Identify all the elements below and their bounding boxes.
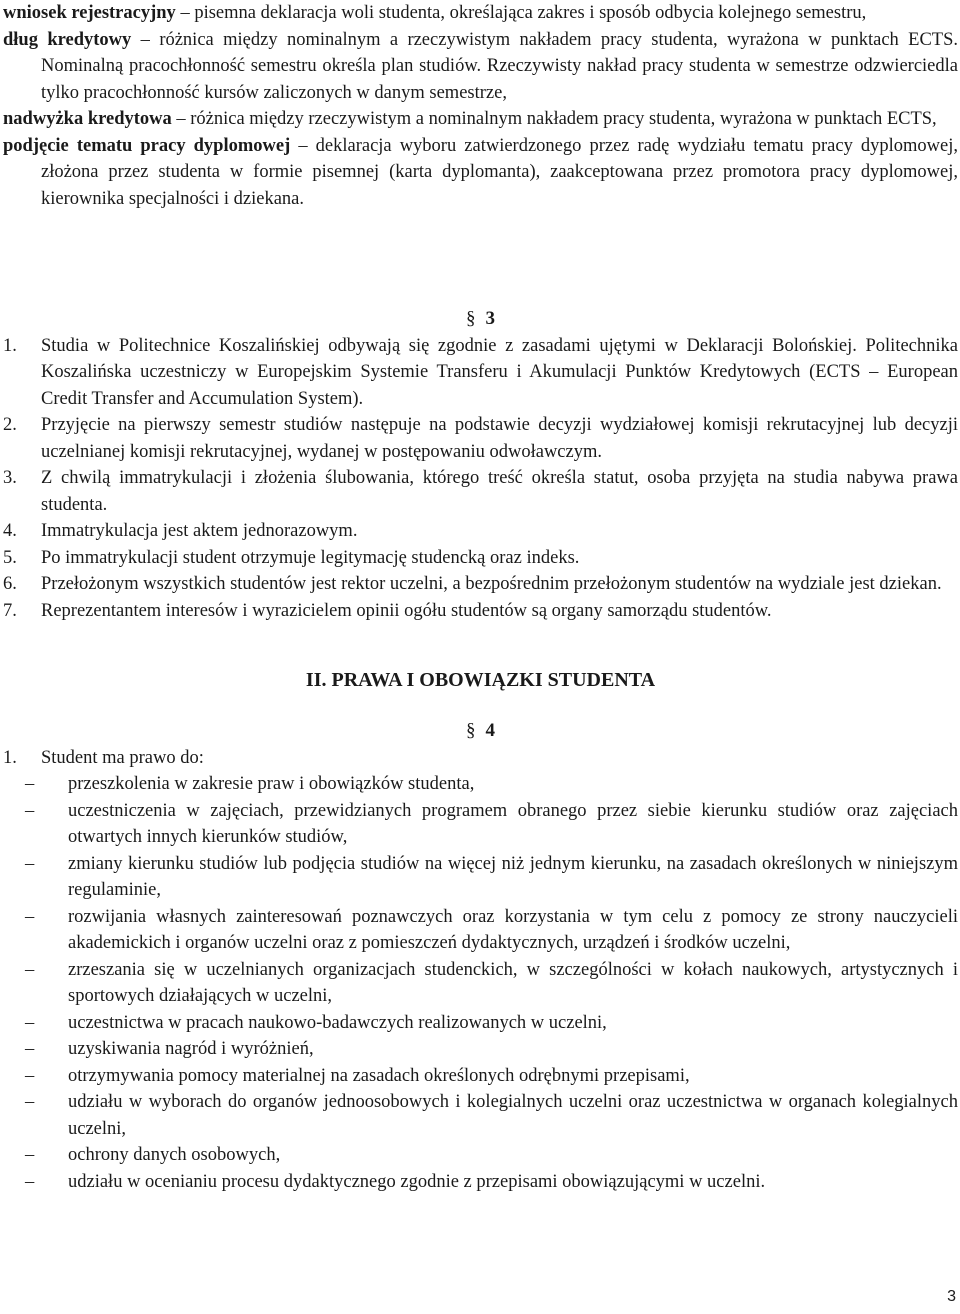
rights-text: otrzymywania pomocy materialnej na zasadach określonych odrębnymi przepisami, [68,1065,690,1086]
definition-item: dług kredytowy – różnica między nominalnym a rzeczywistym nakładem pracy studenta, wyrażona w punktach ECTS. Nominalną pracochłonność semestru określa plan studiów. Rzeczywisty nakład pracy studenta w semestrze odzwierciedla tylko pracochłonność kursów zaliczonych w danym semestrze, [3,29,959,103]
rights-text: uczestnictwa w pracach naukowo-badawczych realizowanych w uczelni, [68,1012,607,1033]
section-symbol: § [466,720,476,741]
dash-bullet: – [25,959,35,980]
definition-term: wniosek rejestracyjny [3,3,176,23]
definition-term: podjęcie tematu pracy dyplomowej [3,135,291,156]
rights-item [3,904,958,957]
item-number: 2. [3,415,17,435]
dash-bullet: – [25,800,35,821]
rights-text: udziału w ocenianiu procesu dydaktycznego zgodnie z przepisami obowiązującymi w uczelni. [68,1171,766,1192]
section-4-heading [3,718,958,745]
item-text: Z chwilą immatrykulacji i złożenia ślubowania, którego treść określa statut, osoba przyjęta na studia nabywa prawa studenta. [41,468,958,515]
rights-item [3,1169,958,1196]
list-item [3,465,958,518]
item-text: Studia w Politechnice Koszalińskiej odbywają się zgodnie z zasadami ujętymi w Deklaracji Bolońskiej. Politechnika Koszalińska uczestniczy w Europejskim Systemie Transferu i Akumulacji Punktów Kredytowych (ECTS – European Credit Transfer and Accumulation System). [41,335,958,409]
rights-list [3,771,958,1195]
rights-item [3,957,958,1010]
section-number: 4 [485,720,495,741]
rights-item [3,1142,958,1169]
rights-item [3,1089,958,1142]
page-number: 3 [947,1287,956,1305]
rights-text: przeszkolenia w zakresie praw i obowiązków studenta, [68,774,475,794]
item-number: 1. [3,335,17,356]
definition-item: podjęcie tematu pracy dyplomowej – deklaracja wyboru zatwierdzonego przez radę wydziału tematu pracy dyplomowej, złożona przez studenta w formie pisemnej (karta dyplomanta), zaakceptowana przez promotora pracy dyplomowej, kierownika specjalności i dziekana. [3,135,958,209]
rights-text: uczestniczenia w zajęciach, przewidzianych programem obranego przez siebie kierunku studiów oraz zajęciach otwartych innych kierunków studiów, [68,800,958,847]
rights-text: ochrony danych osobowych, [68,1145,281,1165]
rights-item [3,1010,958,1037]
list-item [3,571,958,598]
rights-item [3,771,958,798]
list-item [3,545,958,572]
rights-text: zmiany kierunku studiów lub podjęcia studiów na więcej niż jednym kierunku, na zasadach określonych w niniejszym regulaminie, [68,853,958,900]
rights-item [3,851,958,904]
item-text: Student ma prawo do: [41,747,204,768]
dash-bullet: – [25,906,35,927]
item-text: Reprezentantem interesów i wyrazicielem opinii ogółu studentów są organy samorządu studentów. [41,600,772,621]
list-item [3,518,958,545]
chapter-heading-block [3,667,958,694]
dash-bullet: – [25,1039,35,1059]
dash-bullet: – [25,853,35,874]
list-item [3,745,958,772]
chapter-title: II. PRAWA I OBOWIĄZKI STUDENTA [305,669,656,691]
list-item [3,598,958,625]
definition-text: różnica między rzeczywistym a nominalnym nakładem pracy studenta, wyrażona w punktach ECTS, [190,109,937,129]
section-symbol: § [466,308,476,329]
definition-text: deklaracja wyboru zatwierdzonego przez radę wydziału tematu pracy dyplomowej, złożona przez studenta w formie pisemnej (karta dyplomanta), zaakceptowana przez promotora pracy dyplomowej, kierownika specjalności i dziekana. [41,135,958,209]
section-4-list [3,745,958,772]
dash-bullet: – [25,1171,35,1192]
definition-item: nadwyżka kredytowa – różnica między rzeczywistym a nominalnym nakładem pracy studenta, wyrażona w punktach ECTS, [3,109,937,129]
item-number: 4. [3,521,17,541]
item-number: 5. [3,547,17,568]
list-item [3,412,958,465]
rights-text: uzyskiwania nagród i wyróżnień, [68,1039,314,1059]
definition-term: dług kredytowy [3,29,132,50]
item-number: 6. [3,574,17,594]
dash-bullet: – [25,1092,35,1112]
section-3-heading [3,306,958,333]
rights-text: udziału w wyborach do organów jednoosobowych i kolegialnych uczelni oraz uczestnictwa w organach kolegialnych uczelni, [68,1092,958,1139]
item-text: Przełożonym wszystkich studentów jest rektor uczelni, a bezpośrednim przełożonym studentów na wydziale jest dziekan. [41,574,942,594]
rights-text: zrzeszania się w uczelnianych organizacjach studenckich, w szczególności w kołach naukowych, artystycznych i sportowych działających w uczelni, [68,959,958,1006]
dash-bullet: – [25,1065,35,1086]
dash-bullet: – [25,1145,35,1165]
section-3 [3,306,958,624]
item-text: Immatrykulacja jest aktem jednorazowym. [41,521,358,541]
section-3-list [3,333,958,625]
definition-text: pisemna deklaracja woli studenta, określająca zakres i sposób odbycia kolejnego semestru, [194,3,867,23]
item-number: 3. [3,468,17,488]
section-4 [3,718,958,1195]
definitions-list [3,0,958,212]
item-text: Przyjęcie na pierwszy semestr studiów następuje na podstawie decyzji wydziałowej komisji rekrutacyjnej lub decyzji uczelnianej komisji rekrutacyjnej, wydanej w postępowaniu odwoławczym. [41,415,958,462]
rights-item [3,1036,958,1063]
item-number: 7. [3,600,17,621]
rights-item [3,798,958,851]
rights-text: rozwijania własnych zainteresowań poznawczych oraz korzystania w tym celu z pomocy ze strony nauczycieli akademickich i organów uczelni oraz z pomieszczeń dydaktycznych, urządzeń i środków uczelni, [68,906,958,953]
definition-item: wniosek rejestracyjny – pisemna deklaracja woli studenta, określająca zakres i sposób odbycia kolejnego semestru, [3,3,867,23]
dash-bullet: – [25,1012,35,1033]
item-number: 1. [3,747,17,768]
item-text: Po immatrykulacji student otrzymuje legitymację studencką oraz indeks. [41,547,580,568]
definition-text: różnica między nominalnym a rzeczywistym nakładem pracy studenta, wyrażona w punktach ECTS. Nominalną pracochłonność semestru określa plan studiów. Rzeczywisty nakład pracy studenta w semestrze odzwierciedla tylko pracochłonność kursów zaliczonych w danym semestrze, [41,29,959,103]
dash-bullet: – [25,774,35,794]
rights-item [3,1063,958,1090]
list-item [3,333,958,413]
definition-term: nadwyżka kredytowa [3,109,172,129]
section-number: 3 [485,308,495,329]
